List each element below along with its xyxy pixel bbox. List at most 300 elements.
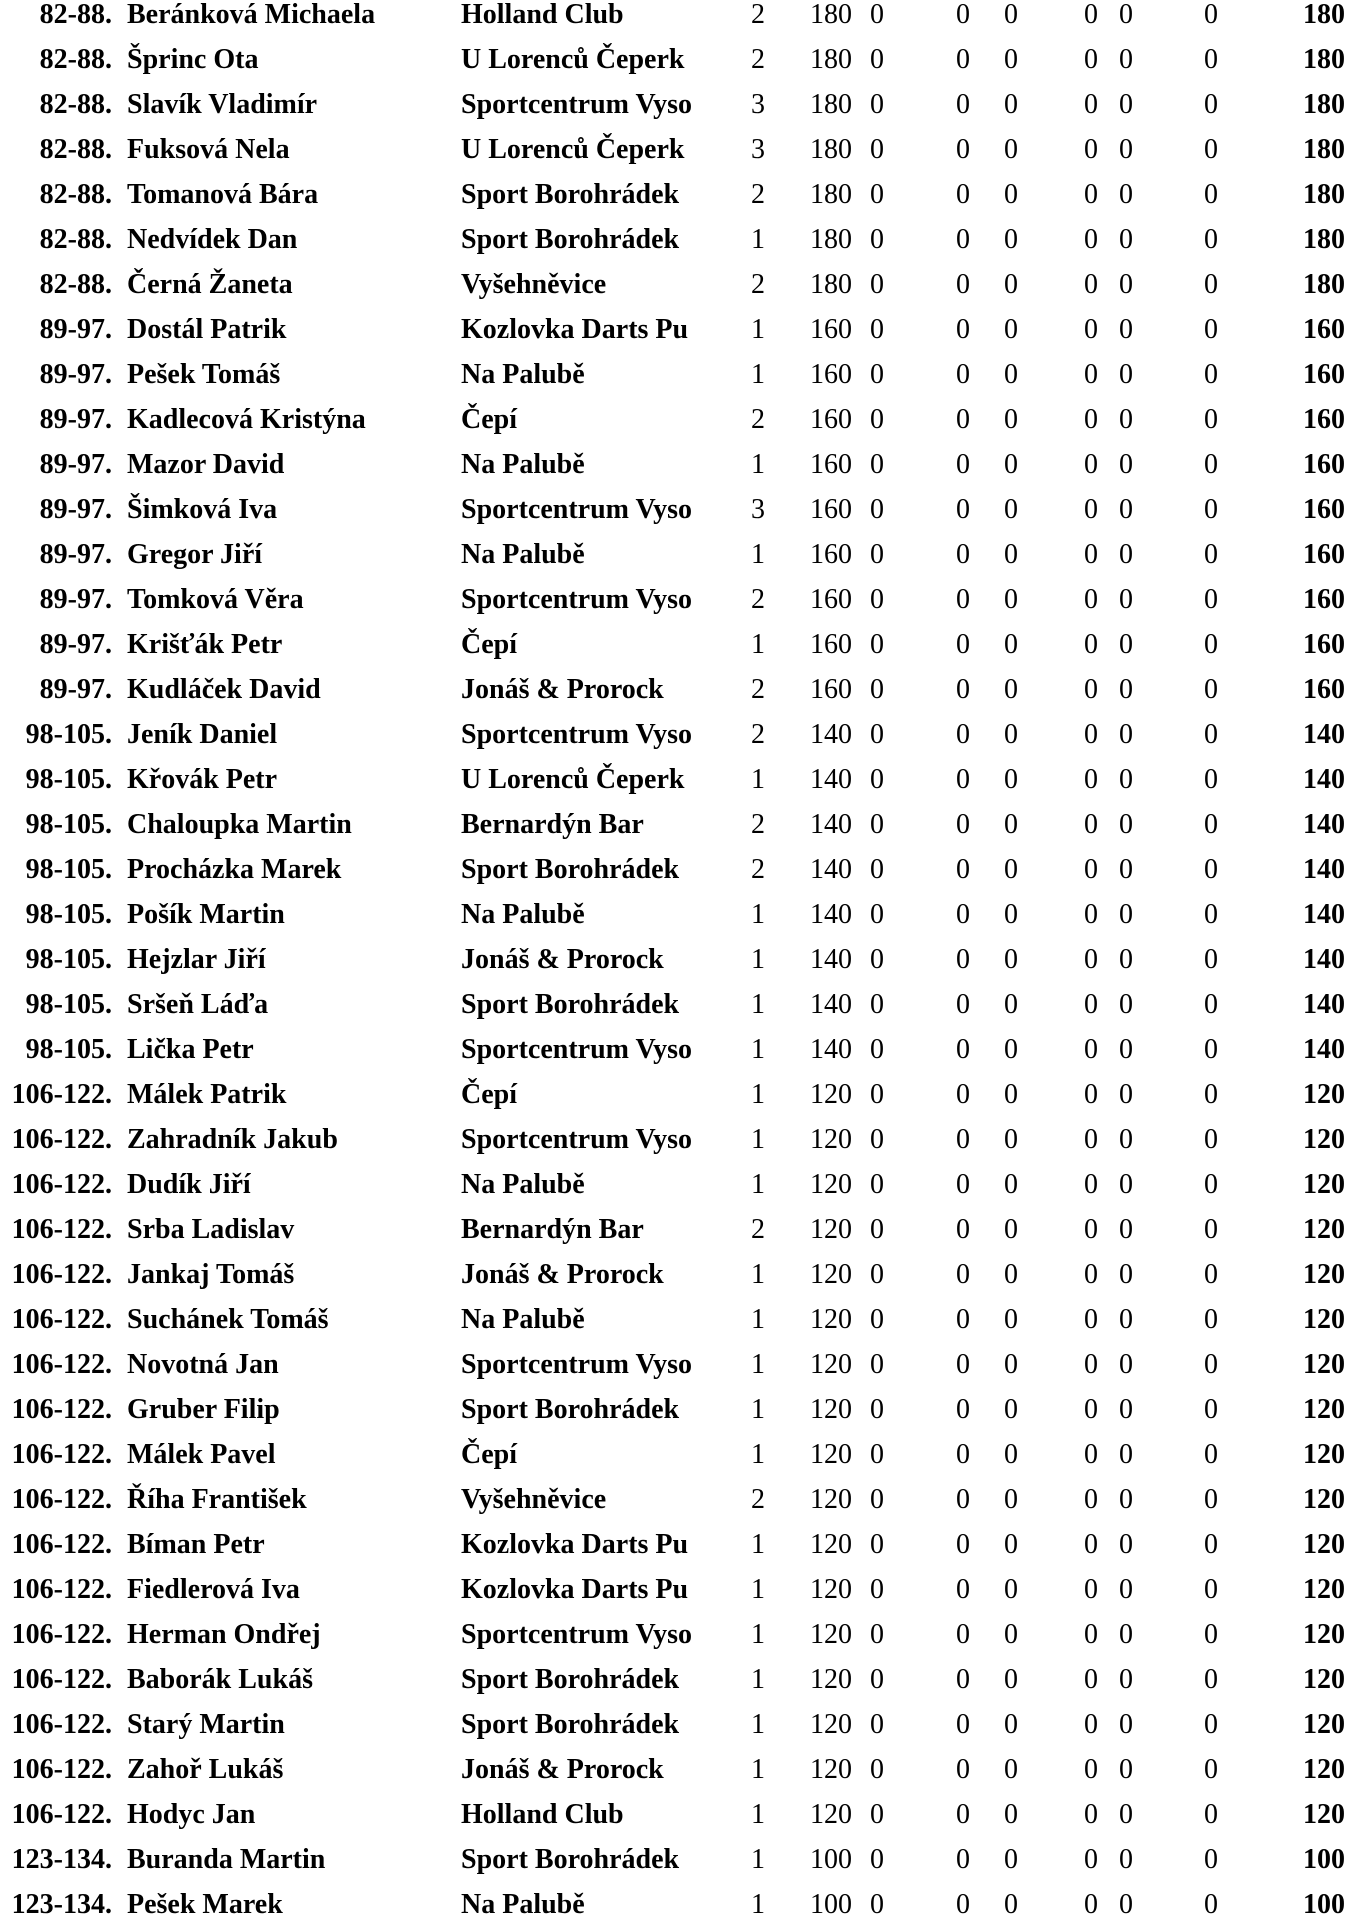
player-name-cell: Herman Ondřej (127, 1619, 321, 1650)
table-row (0, 352, 1346, 397)
stat-cell: 0 (1004, 179, 1018, 210)
stat-cell: 0 (1119, 1889, 1133, 1920)
player-name-cell: Baborák Lukáš (127, 1664, 313, 1695)
stat-cell: 0 (1119, 854, 1133, 885)
stat-cell: 0 (1084, 404, 1098, 435)
stat-cell: 0 (1084, 1349, 1098, 1380)
stat-cell: 0 (956, 1664, 970, 1695)
stat-cell: 0 (1204, 134, 1218, 165)
stat-cell: 0 (870, 1034, 884, 1065)
events-count-cell: 1 (751, 1844, 765, 1875)
stat-cell: 0 (956, 899, 970, 930)
stat-cell: 0 (1004, 539, 1018, 570)
events-count-cell: 2 (751, 44, 765, 75)
rank-cell: 98-105. (25, 854, 112, 885)
stat-cell: 0 (1084, 359, 1098, 390)
table-row (0, 1387, 1346, 1432)
table-row (0, 1162, 1346, 1207)
stat-cell: 0 (956, 1214, 970, 1245)
player-name-cell: Buranda Martin (127, 1844, 326, 1875)
player-name-cell: Kadlecová Kristýna (127, 404, 366, 435)
rank-cell: 98-105. (25, 1034, 112, 1065)
player-name-cell: Křovák Petr (127, 764, 278, 795)
stat-cell: 0 (1084, 674, 1098, 705)
stat-cell: 0 (870, 1754, 884, 1785)
events-count-cell: 1 (751, 224, 765, 255)
stat-cell: 0 (956, 449, 970, 480)
rank-cell: 89-97. (39, 314, 112, 345)
rank-cell: 89-97. (39, 539, 112, 570)
stat-cell: 0 (956, 314, 970, 345)
events-count-cell: 1 (751, 629, 765, 660)
rank-cell: 106-122. (11, 1124, 112, 1155)
stat-cell: 0 (1004, 1844, 1018, 1875)
total-points-cell: 180 (1303, 0, 1345, 30)
total-points-cell: 160 (1303, 404, 1345, 435)
rank-cell: 123-134. (11, 1889, 112, 1920)
club-cell: Na Palubě (461, 1889, 585, 1920)
rank-cell: 82-88. (39, 224, 112, 255)
stat-cell: 0 (1084, 179, 1098, 210)
points-cell: 180 (810, 89, 852, 120)
total-points-cell: 160 (1303, 674, 1345, 705)
points-cell: 120 (810, 1484, 852, 1515)
stat-cell: 0 (1084, 989, 1098, 1020)
stat-cell: 0 (956, 1169, 970, 1200)
club-cell: Čepí (461, 404, 517, 435)
table-row (0, 982, 1346, 1027)
events-count-cell: 1 (751, 1799, 765, 1830)
points-cell: 160 (810, 674, 852, 705)
stat-cell: 0 (1204, 584, 1218, 615)
stat-cell: 0 (870, 1799, 884, 1830)
stat-cell: 0 (1004, 764, 1018, 795)
points-cell: 180 (810, 0, 852, 30)
points-cell: 120 (810, 1574, 852, 1605)
stat-cell: 0 (1204, 1124, 1218, 1155)
stat-cell: 0 (1119, 1574, 1133, 1605)
stat-cell: 0 (870, 854, 884, 885)
events-count-cell: 2 (751, 719, 765, 750)
events-count-cell: 1 (751, 1619, 765, 1650)
stat-cell: 0 (1004, 404, 1018, 435)
club-cell: Jonáš & Prorock (461, 674, 664, 705)
player-name-cell: Tomanová Bára (127, 179, 319, 210)
events-count-cell: 2 (751, 1214, 765, 1245)
stat-cell: 0 (1119, 1664, 1133, 1695)
total-points-cell: 160 (1303, 584, 1345, 615)
stat-cell: 0 (1204, 1394, 1218, 1425)
table-row (0, 1117, 1346, 1162)
club-cell: Holland Club (461, 0, 624, 30)
table-row (0, 397, 1346, 442)
stat-cell: 0 (1084, 1214, 1098, 1245)
stat-cell: 0 (1119, 224, 1133, 255)
stat-cell: 0 (956, 719, 970, 750)
table-row (0, 1792, 1346, 1837)
total-points-cell: 100 (1303, 1844, 1345, 1875)
stat-cell: 0 (1084, 1079, 1098, 1110)
stat-cell: 0 (1204, 1439, 1218, 1470)
player-name-cell: Dudík Jiří (127, 1169, 251, 1200)
player-name-cell: Sršeň Láďa (127, 989, 269, 1020)
total-points-cell: 160 (1303, 314, 1345, 345)
events-count-cell: 1 (751, 944, 765, 975)
events-count-cell: 1 (751, 1439, 765, 1470)
points-cell: 120 (810, 1214, 852, 1245)
stat-cell: 0 (1084, 1889, 1098, 1920)
player-name-cell: Zahradník Jakub (127, 1124, 338, 1155)
total-points-cell: 120 (1303, 1214, 1345, 1245)
points-cell: 140 (810, 944, 852, 975)
events-count-cell: 1 (751, 989, 765, 1020)
total-points-cell: 140 (1303, 944, 1345, 975)
stat-cell: 0 (1119, 44, 1133, 75)
points-cell: 180 (810, 179, 852, 210)
table-row (0, 847, 1346, 892)
stat-cell: 0 (956, 1259, 970, 1290)
stat-cell: 0 (956, 584, 970, 615)
club-cell: Na Palubě (461, 1169, 585, 1200)
club-cell: Sportcentrum Vyso (461, 1349, 693, 1380)
points-cell: 120 (810, 1349, 852, 1380)
events-count-cell: 2 (751, 584, 765, 615)
rank-cell: 98-105. (25, 989, 112, 1020)
stat-cell: 0 (1084, 89, 1098, 120)
club-cell: Kozlovka Darts Pu (461, 314, 689, 345)
table-row (0, 127, 1346, 172)
stat-cell: 0 (870, 134, 884, 165)
club-cell: U Lorenců Čeperk (461, 764, 685, 795)
points-cell: 160 (810, 539, 852, 570)
stat-cell: 0 (1119, 179, 1133, 210)
stat-cell: 0 (870, 179, 884, 210)
table-row (0, 757, 1346, 802)
table-row (0, 307, 1346, 352)
stat-cell: 0 (956, 1124, 970, 1155)
stat-cell: 0 (1204, 1349, 1218, 1380)
stat-cell: 0 (870, 1709, 884, 1740)
stat-cell: 0 (956, 1484, 970, 1515)
total-points-cell: 120 (1303, 1259, 1345, 1290)
total-points-cell: 120 (1303, 1754, 1345, 1785)
stat-cell: 0 (956, 404, 970, 435)
club-cell: Čepí (461, 629, 517, 660)
stat-cell: 0 (1004, 944, 1018, 975)
stat-cell: 0 (1084, 134, 1098, 165)
player-name-cell: Zahoř Lukáš (127, 1754, 284, 1785)
stat-cell: 0 (1204, 1664, 1218, 1695)
stat-cell: 0 (1084, 1394, 1098, 1425)
total-points-cell: 120 (1303, 1619, 1345, 1650)
rank-cell: 123-134. (11, 1844, 112, 1875)
events-count-cell: 1 (751, 1079, 765, 1110)
table-row (0, 1027, 1346, 1072)
stat-cell: 0 (1004, 1439, 1018, 1470)
club-cell: Vyšehněvice (461, 1484, 607, 1515)
stat-cell: 0 (870, 314, 884, 345)
stat-cell: 0 (1084, 1709, 1098, 1740)
club-cell: Jonáš & Prorock (461, 1259, 664, 1290)
stat-cell: 0 (956, 1889, 970, 1920)
stat-cell: 0 (870, 629, 884, 660)
stat-cell: 0 (1084, 44, 1098, 75)
stat-cell: 0 (1084, 1574, 1098, 1605)
rank-cell: 98-105. (25, 899, 112, 930)
club-cell: Na Palubě (461, 449, 585, 480)
stat-cell: 0 (1004, 1484, 1018, 1515)
stat-cell: 0 (1119, 1709, 1133, 1740)
stat-cell: 0 (1004, 1349, 1018, 1380)
stat-cell: 0 (1204, 1259, 1218, 1290)
stat-cell: 0 (956, 224, 970, 255)
stat-cell: 0 (870, 719, 884, 750)
stat-cell: 0 (870, 1619, 884, 1650)
club-cell: Čepí (461, 1079, 517, 1110)
player-name-cell: Kudláček David (127, 674, 321, 705)
events-count-cell: 1 (751, 539, 765, 570)
player-name-cell: Fuksová Nela (127, 134, 290, 165)
total-points-cell: 140 (1303, 899, 1345, 930)
stat-cell: 0 (1119, 899, 1133, 930)
stat-cell: 0 (1004, 1889, 1018, 1920)
club-cell: Bernardýn Bar (461, 1214, 644, 1245)
stat-cell: 0 (1204, 269, 1218, 300)
stat-cell: 0 (1084, 494, 1098, 525)
stat-cell: 0 (870, 1664, 884, 1695)
events-count-cell: 1 (751, 1664, 765, 1695)
club-cell: Jonáš & Prorock (461, 944, 664, 975)
stat-cell: 0 (956, 179, 970, 210)
player-name-cell: Málek Pavel (127, 1439, 276, 1470)
points-cell: 100 (810, 1844, 852, 1875)
stat-cell: 0 (1004, 1529, 1018, 1560)
stat-cell: 0 (956, 134, 970, 165)
points-cell: 140 (810, 989, 852, 1020)
rank-cell: 106-122. (11, 1484, 112, 1515)
stat-cell: 0 (1084, 314, 1098, 345)
total-points-cell: 120 (1303, 1394, 1345, 1425)
stat-cell: 0 (1204, 854, 1218, 885)
total-points-cell: 180 (1303, 224, 1345, 255)
table-row (0, 1297, 1346, 1342)
events-count-cell: 1 (751, 1889, 765, 1920)
points-cell: 160 (810, 629, 852, 660)
player-name-cell: Suchánek Tomáš (127, 1304, 329, 1335)
player-name-cell: Slavík Vladimír (127, 89, 318, 120)
stat-cell: 0 (1119, 1484, 1133, 1515)
club-cell: Na Palubě (461, 1304, 585, 1335)
total-points-cell: 140 (1303, 764, 1345, 795)
stat-cell: 0 (1119, 1439, 1133, 1470)
stat-cell: 0 (1084, 224, 1098, 255)
stat-cell: 0 (956, 854, 970, 885)
total-points-cell: 100 (1303, 1889, 1345, 1920)
player-name-cell: Pošík Martin (127, 899, 285, 930)
player-name-cell: Dostál Patrik (127, 314, 287, 345)
club-cell: Sport Borohrádek (461, 1394, 680, 1425)
stat-cell: 0 (1119, 1349, 1133, 1380)
stat-cell: 0 (1204, 449, 1218, 480)
points-cell: 160 (810, 404, 852, 435)
stat-cell: 0 (1084, 1439, 1098, 1470)
stat-cell: 0 (956, 539, 970, 570)
stat-cell: 0 (1204, 1214, 1218, 1245)
stat-cell: 0 (1004, 224, 1018, 255)
stat-cell: 0 (1204, 314, 1218, 345)
events-count-cell: 1 (751, 764, 765, 795)
club-cell: Sport Borohrádek (461, 989, 680, 1020)
player-name-cell: Chaloupka Martin (127, 809, 352, 840)
club-cell: Sportcentrum Vyso (461, 719, 693, 750)
stat-cell: 0 (1204, 89, 1218, 120)
stat-cell: 0 (1004, 854, 1018, 885)
player-name-cell: Jankaj Tomáš (127, 1259, 295, 1290)
stat-cell: 0 (1204, 944, 1218, 975)
rank-cell: 82-88. (39, 179, 112, 210)
stat-cell: 0 (870, 89, 884, 120)
stat-cell: 0 (1004, 989, 1018, 1020)
player-name-cell: Krišťák Petr (127, 629, 283, 660)
total-points-cell: 140 (1303, 854, 1345, 885)
club-cell: U Lorenců Čeperk (461, 44, 685, 75)
rank-cell: 98-105. (25, 764, 112, 795)
points-cell: 160 (810, 449, 852, 480)
stat-cell: 0 (1204, 629, 1218, 660)
stat-cell: 0 (1204, 1169, 1218, 1200)
stat-cell: 0 (870, 674, 884, 705)
table-row (0, 712, 1346, 757)
events-count-cell: 1 (751, 1034, 765, 1065)
stat-cell: 0 (956, 1529, 970, 1560)
stat-cell: 0 (870, 899, 884, 930)
events-count-cell: 1 (751, 1709, 765, 1740)
stat-cell: 0 (1119, 134, 1133, 165)
club-cell: Kozlovka Darts Pu (461, 1529, 689, 1560)
stat-cell: 0 (870, 989, 884, 1020)
stat-cell: 0 (1004, 809, 1018, 840)
stat-cell: 0 (1204, 1574, 1218, 1605)
stat-cell: 0 (1204, 0, 1218, 30)
player-name-cell: Mazor David (127, 449, 285, 480)
player-name-cell: Srba Ladislav (127, 1214, 295, 1245)
points-cell: 180 (810, 44, 852, 75)
stat-cell: 0 (1004, 1754, 1018, 1785)
rank-cell: 89-97. (39, 404, 112, 435)
stat-cell: 0 (870, 1349, 884, 1380)
stat-cell: 0 (1084, 1754, 1098, 1785)
club-cell: Bernardýn Bar (461, 809, 644, 840)
stat-cell: 0 (956, 1439, 970, 1470)
points-cell: 160 (810, 494, 852, 525)
stat-cell: 0 (1004, 719, 1018, 750)
stat-cell: 0 (1004, 0, 1018, 30)
stat-cell: 0 (1084, 449, 1098, 480)
stat-cell: 0 (1084, 764, 1098, 795)
total-points-cell: 120 (1303, 1484, 1345, 1515)
stat-cell: 0 (1119, 269, 1133, 300)
table-row (0, 172, 1346, 217)
stat-cell: 0 (1004, 359, 1018, 390)
points-cell: 180 (810, 134, 852, 165)
table-row (0, 1252, 1346, 1297)
player-name-cell: Hejzlar Jiří (127, 944, 266, 975)
stat-cell: 0 (1004, 494, 1018, 525)
stat-cell: 0 (1204, 1754, 1218, 1785)
events-count-cell: 3 (751, 89, 765, 120)
stat-cell: 0 (1119, 809, 1133, 840)
table-row (0, 487, 1346, 532)
events-count-cell: 1 (751, 1529, 765, 1560)
points-cell: 120 (810, 1664, 852, 1695)
stat-cell: 0 (956, 1754, 970, 1785)
stat-cell: 0 (1084, 1484, 1098, 1515)
stat-cell: 0 (870, 1169, 884, 1200)
stat-cell: 0 (870, 494, 884, 525)
stat-cell: 0 (1119, 1844, 1133, 1875)
stat-cell: 0 (1204, 1529, 1218, 1560)
stat-cell: 0 (870, 539, 884, 570)
stat-cell: 0 (956, 1844, 970, 1875)
events-count-cell: 1 (751, 1169, 765, 1200)
table-row (0, 532, 1346, 577)
events-count-cell: 2 (751, 179, 765, 210)
table-row (0, 442, 1346, 487)
stat-cell: 0 (1204, 719, 1218, 750)
player-name-cell: Novotná Jan (127, 1349, 279, 1380)
total-points-cell: 180 (1303, 134, 1345, 165)
stat-cell: 0 (1084, 1034, 1098, 1065)
stat-cell: 0 (1119, 674, 1133, 705)
stat-cell: 0 (1119, 1169, 1133, 1200)
table-row (0, 577, 1346, 622)
stat-cell: 0 (870, 449, 884, 480)
stat-cell: 0 (1204, 899, 1218, 930)
events-count-cell: 1 (751, 1304, 765, 1335)
club-cell: Sportcentrum Vyso (461, 1034, 693, 1065)
stat-cell: 0 (1204, 404, 1218, 435)
stat-cell: 0 (870, 1079, 884, 1110)
table-row (0, 802, 1346, 847)
events-count-cell: 2 (751, 1484, 765, 1515)
events-count-cell: 2 (751, 809, 765, 840)
stat-cell: 0 (956, 1709, 970, 1740)
rank-cell: 89-97. (39, 584, 112, 615)
club-cell: Sportcentrum Vyso (461, 1124, 693, 1155)
total-points-cell: 160 (1303, 494, 1345, 525)
table-row (0, 667, 1346, 712)
stat-cell: 0 (1119, 1619, 1133, 1650)
total-points-cell: 180 (1303, 89, 1345, 120)
stat-cell: 0 (870, 359, 884, 390)
stat-cell: 0 (1119, 449, 1133, 480)
stat-cell: 0 (1084, 1259, 1098, 1290)
total-points-cell: 160 (1303, 449, 1345, 480)
stat-cell: 0 (1204, 359, 1218, 390)
stat-cell: 0 (1204, 1709, 1218, 1740)
stat-cell: 0 (1204, 1619, 1218, 1650)
rank-cell: 82-88. (39, 134, 112, 165)
rank-cell: 89-97. (39, 449, 112, 480)
stat-cell: 0 (1204, 1889, 1218, 1920)
stat-cell: 0 (1004, 269, 1018, 300)
stat-cell: 0 (1119, 719, 1133, 750)
stat-cell: 0 (1204, 44, 1218, 75)
stat-cell: 0 (1119, 539, 1133, 570)
total-points-cell: 140 (1303, 719, 1345, 750)
stat-cell: 0 (1119, 1214, 1133, 1245)
total-points-cell: 120 (1303, 1529, 1345, 1560)
